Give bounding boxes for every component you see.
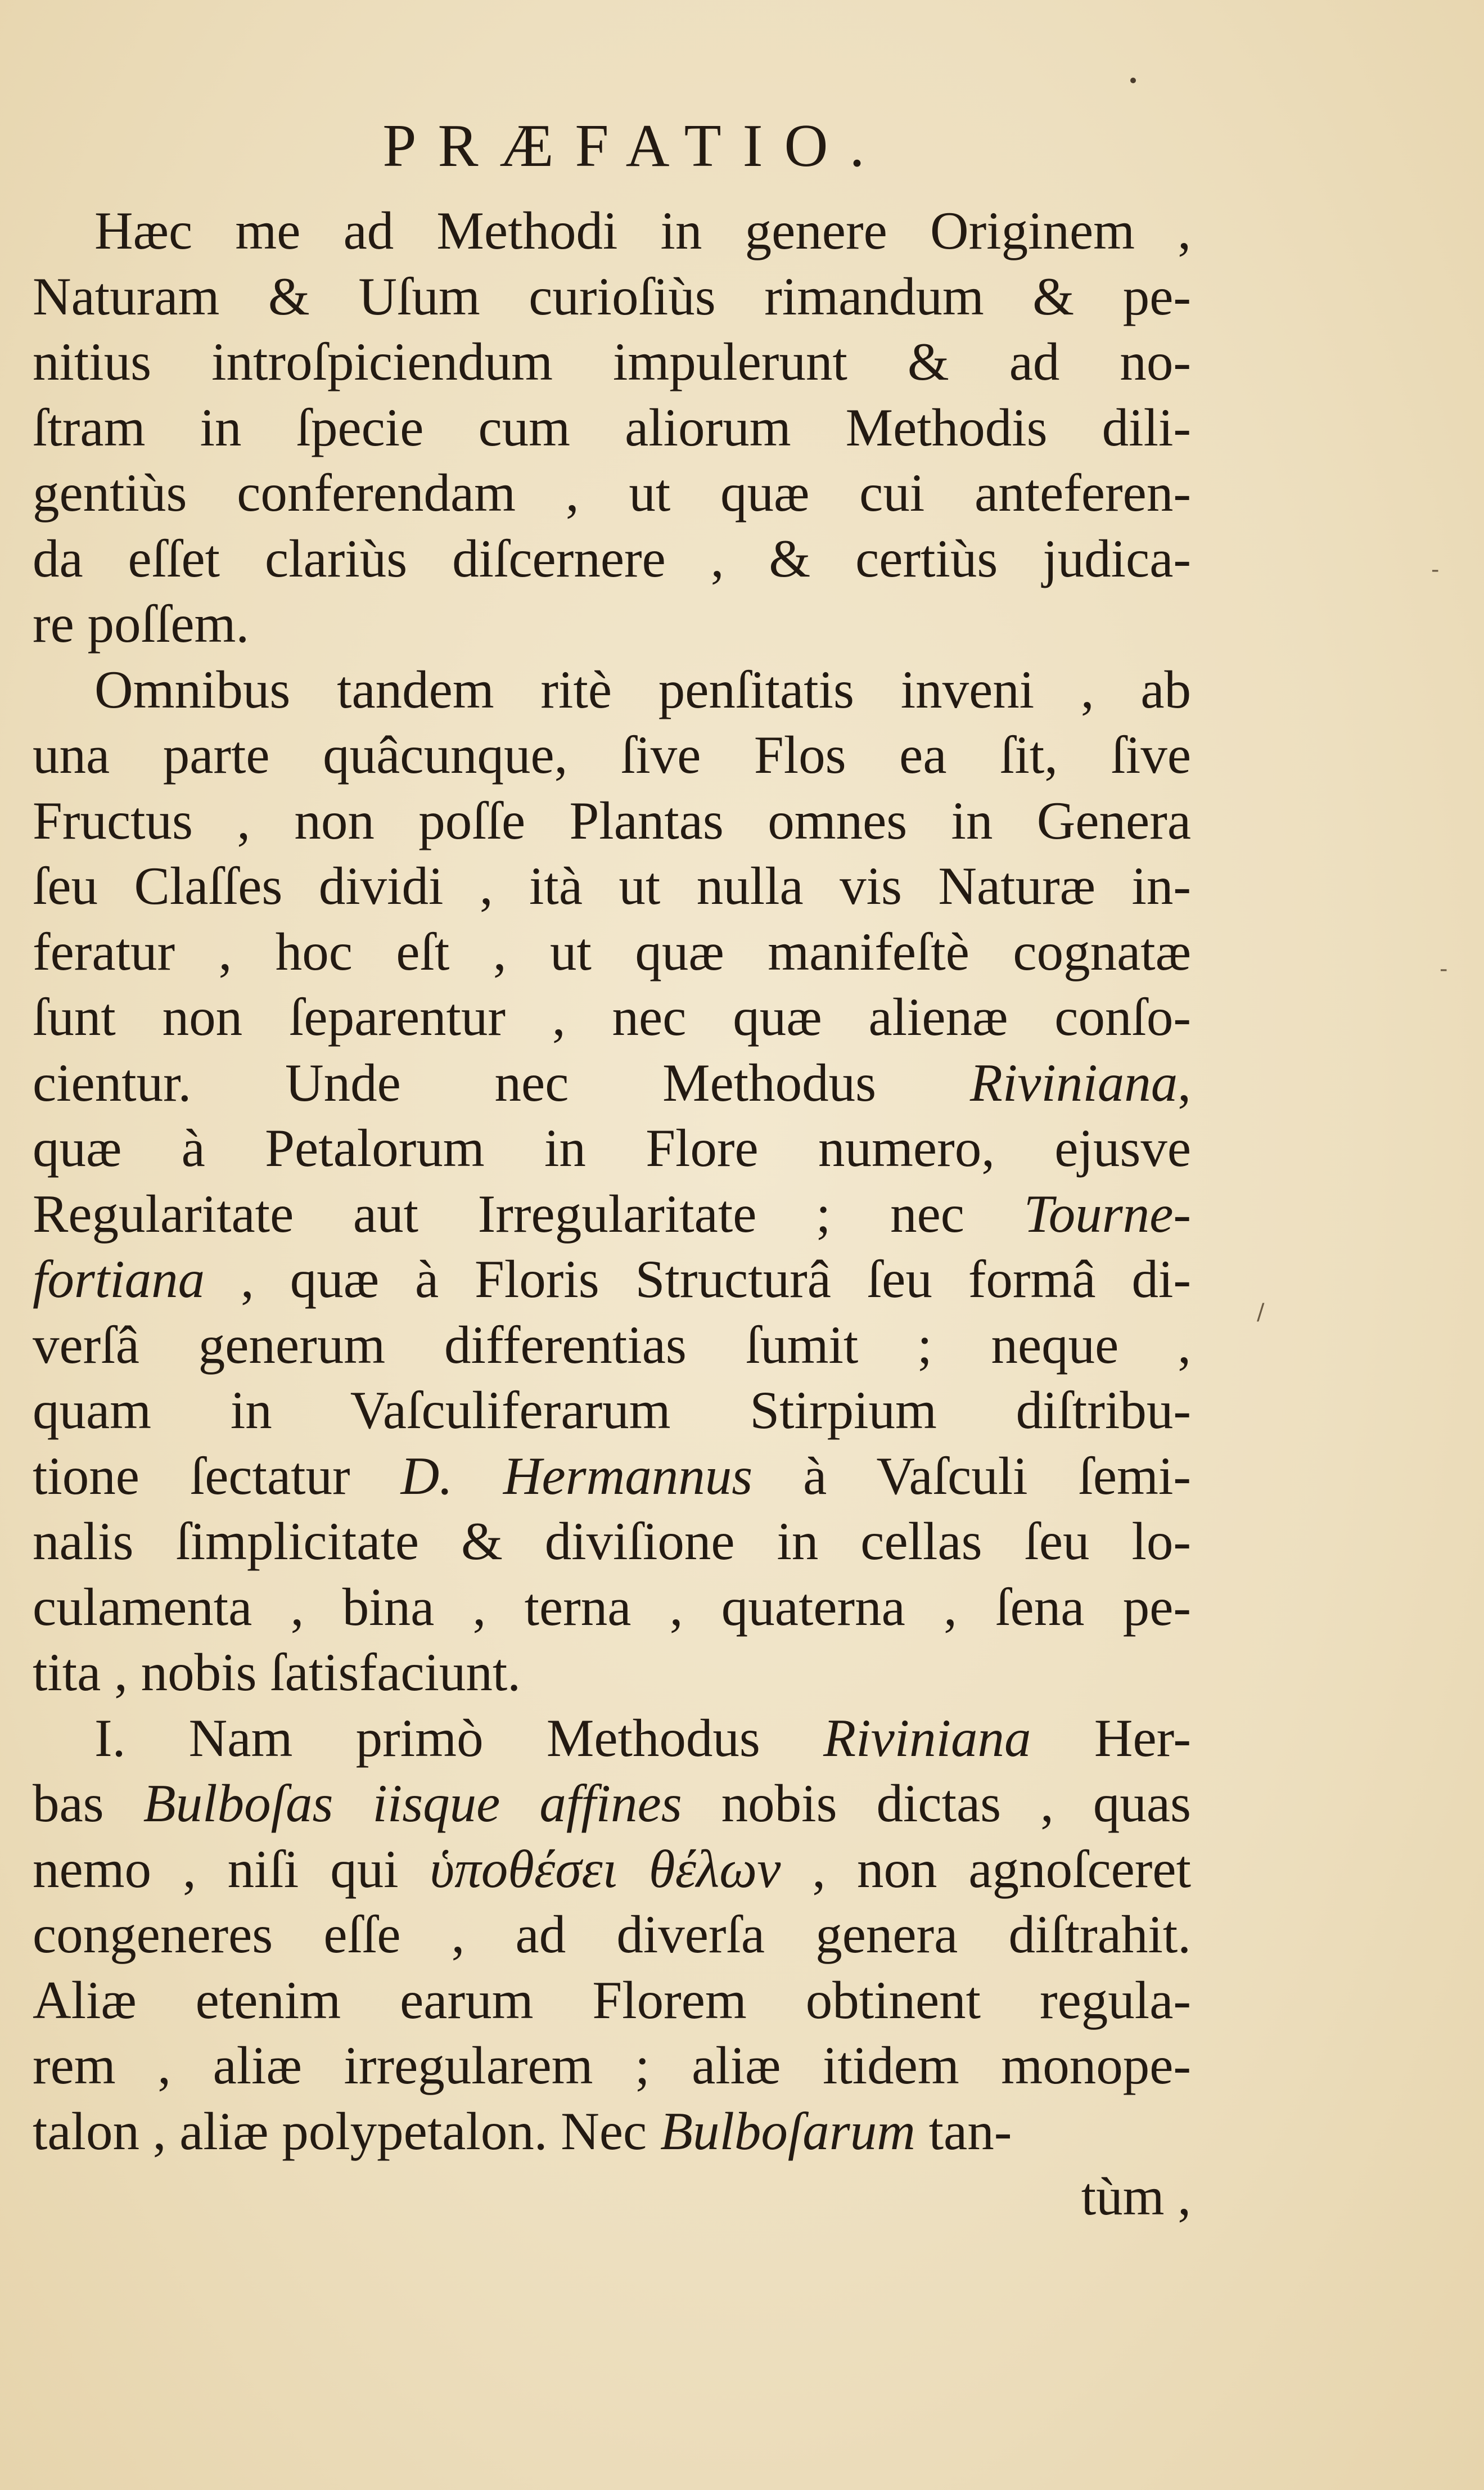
text-line (33, 853, 1191, 919)
text-segment: Regularitate aut Irregularitate ; nec (33, 1183, 1024, 1244)
text-segment: verſâ generum differentias ſumit ; neque , (33, 1314, 1191, 1375)
text-segment: , (1178, 1052, 1191, 1113)
text-line (33, 1509, 1191, 1574)
text-segment: Fructus , non poſſe Plantas omnes in Genera (33, 790, 1191, 850)
text-segment: da eſſet clariùs diſcernere , & certiùs judica- (33, 528, 1191, 588)
text-line (33, 1246, 1191, 1312)
paragraph (33, 198, 1191, 657)
text-line (33, 984, 1191, 1050)
text-line (33, 526, 1191, 592)
text-segment: talon , aliæ polypetalon. Nec (33, 2101, 660, 2161)
italic-term: Tourne- (1023, 1183, 1191, 1244)
italic-term: D. Hermannus (400, 1446, 753, 1506)
margin-tick-mark: / (1257, 1299, 1265, 1325)
italic-term: ὑποθέσει θέλων (430, 1839, 781, 1899)
text-segment: tita , nobis ſatisfaciunt. (33, 1642, 521, 1702)
text-segment: nitius introſpiciendum impulerunt & ad no- (33, 332, 1191, 391)
text-line (33, 1443, 1191, 1509)
margin-tick-mark: - (1440, 956, 1448, 982)
text-segment: ſeu Claſſes dividi , ità ut nulla vis Naturæ in- (33, 856, 1191, 916)
text-line (33, 1902, 1191, 1967)
text-line (33, 919, 1191, 985)
text-line (33, 1050, 1191, 1116)
text-segment: nalis ſimplicitate & diviſione in cellas ſeu lo- (33, 1511, 1191, 1571)
text-line (33, 264, 1191, 330)
paragraph (33, 1705, 1191, 2164)
text-segment: quæ à Petalorum in Flore numero, ejusve (33, 1118, 1191, 1178)
text-segment: , quæ à Floris Structurâ ſeu formâ di- (205, 1249, 1191, 1309)
text-segment: cientur. Unde nec Methodus (33, 1052, 970, 1113)
text-segment: tione ſectatur (33, 1446, 401, 1506)
text-line (33, 1115, 1191, 1181)
text-line (33, 657, 1191, 723)
text-segment: re poſſem. (33, 594, 250, 654)
text-line (33, 722, 1191, 788)
text-line (33, 1705, 1191, 1771)
italic-term: Bulboſas iisque affines (143, 1773, 682, 1833)
text-line (33, 1836, 1191, 1902)
text-line (33, 198, 1191, 264)
text-segment: quam in Vaſculiferarum Stirpium diſtribu- (33, 1380, 1191, 1440)
text-line (33, 1967, 1191, 2033)
text-segment: rem , aliæ irregularem ; aliæ itidem monope- (33, 2036, 1191, 2095)
text-segment: Hæc me ad Methodi in genere Originem , (94, 201, 1191, 260)
text-segment: ſunt non ſeparentur , nec quæ alienæ conſo- (33, 987, 1191, 1047)
text-segment: Her- (1031, 1708, 1191, 1768)
text-segment: culamenta , bina , terna , quaterna , ſena pe- (33, 1577, 1191, 1637)
text-segment: feratur , hoc eſt , ut quæ manifeſtè cognatæ (33, 921, 1191, 981)
text-segment: Omnibus tandem ritè penſitatis inveni , ab (94, 659, 1191, 719)
text-line (33, 1574, 1191, 1640)
text-segment: à Vaſculi ſemi- (752, 1446, 1191, 1506)
italic-term: Riviniana (969, 1052, 1178, 1113)
text-segment: bas (33, 1773, 143, 1833)
body-text (33, 198, 1191, 2164)
text-segment: I. Nam primò Methodus (94, 1708, 824, 1768)
italic-term: fortiana (33, 1249, 205, 1309)
text-line (33, 788, 1191, 854)
text-line (33, 1640, 1191, 1705)
text-line (33, 1771, 1191, 1836)
text-segment: Naturam & Uſum curioſiùs rimandum & pe- (33, 266, 1191, 326)
text-line (33, 460, 1191, 526)
text-segment: tan- (915, 2101, 1012, 2161)
margin-tick-mark: - (1431, 557, 1440, 583)
text-segment: congeneres eſſe , ad diverſa genera diſtrahit. (33, 1904, 1191, 1964)
text-line (33, 591, 1191, 657)
text-segment: Aliæ etenim earum Florem obtinent regula- (33, 1970, 1191, 2030)
page-header: PRÆFATIO. (382, 112, 886, 179)
paragraph (33, 657, 1191, 1705)
margin-ink-dot (1130, 78, 1136, 83)
text-line (33, 1181, 1191, 1247)
text-block (33, 107, 1191, 2230)
text-line (33, 329, 1191, 395)
italic-term: Riviniana (823, 1708, 1031, 1768)
text-line (33, 1312, 1191, 1378)
text-segment: , non agnoſceret (781, 1839, 1191, 1899)
text-line (33, 395, 1191, 461)
text-segment: ſtram in ſpecie cum aliorum Methodis dili- (33, 397, 1191, 457)
text-line (33, 1377, 1191, 1443)
text-segment: una parte quâcunque, ſive Flos ea ſit, ſive (33, 725, 1191, 785)
italic-term: Bulboſarum (660, 2101, 915, 2161)
text-segment: gentiùs conferendam , ut quæ cui anteferen- (33, 463, 1191, 523)
text-line (33, 2033, 1191, 2099)
text-segment: nobis dictas , quas (682, 1773, 1192, 1833)
text-segment: nemo , niſi qui (33, 1839, 430, 1899)
catchword: tùm , (1081, 2167, 1191, 2226)
text-line (33, 2099, 1191, 2164)
